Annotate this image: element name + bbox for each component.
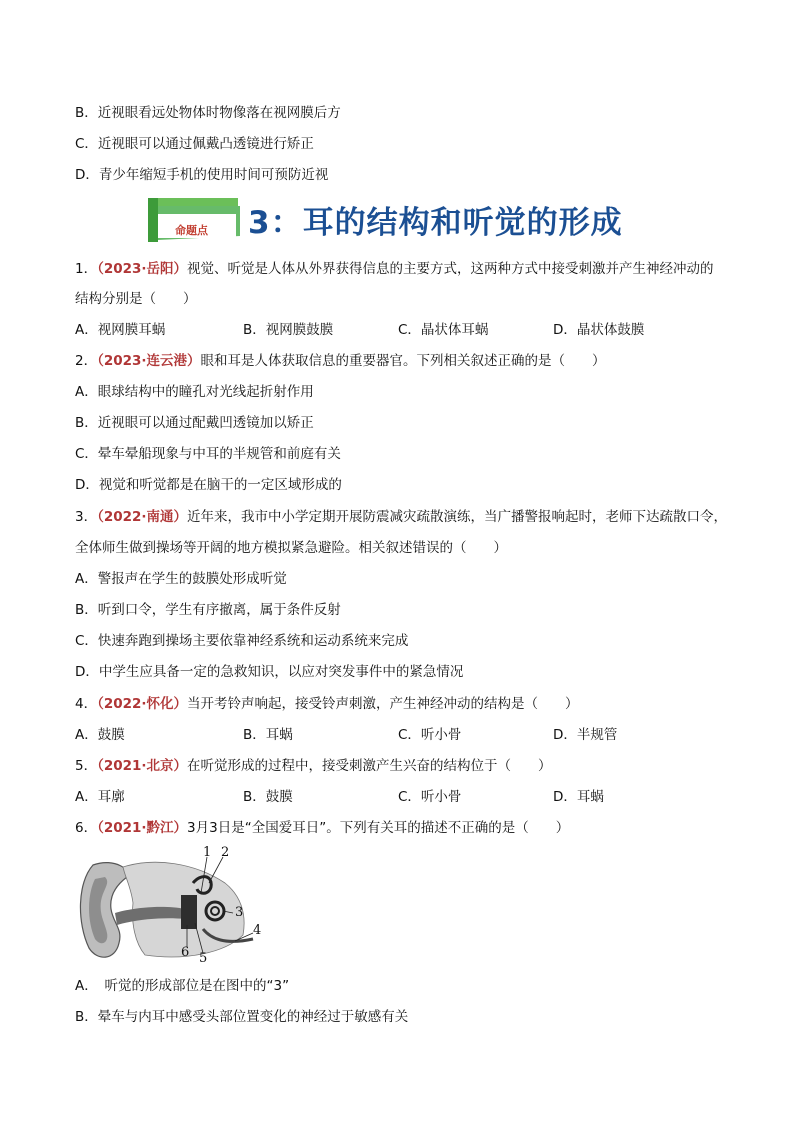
middle-ear [181, 895, 197, 929]
question-number: 1． [75, 261, 98, 277]
question-number: 4． [75, 696, 98, 712]
question-1-stem-cont: 结构分别是（ ） [75, 291, 197, 307]
label-3: 3 [235, 905, 244, 920]
label-1: 1 [203, 845, 212, 860]
question-number: 6． [75, 820, 98, 836]
question-3-option-a: A．警报声在学生的鼓膜处形成听觉 [75, 571, 287, 587]
question-source: （2023·岳阳） [97, 261, 188, 277]
option-d: D．半规管 [553, 727, 618, 743]
question-text: 近年来，我市中小学定期开展防震减灾疏散演练，当广播警报响起时，老师下达疏散口令， [187, 509, 728, 525]
banner-green-bar [148, 198, 158, 242]
question-3-stem-cont: 全体师生做到操场等开阔的地方模拟紧急避险。相关叙述错误的（ ） [75, 540, 507, 556]
option-a: A．鼓膜 [75, 727, 125, 743]
question-text: 眼和耳是人体获取信息的重要器官。下列相关叙述正确的是（ ） [200, 353, 606, 369]
section-title: 3：耳的结构和听觉的形成 [248, 205, 623, 241]
question-text: 视觉、听觉是人体从外界获得信息的主要方式，这两种方式中接受刺激并产生神经冲动的 [187, 261, 714, 277]
question-number: 2． [75, 353, 98, 369]
question-3-option-c: C．快速奔跑到操场主要依靠神经系统和运动系统来完成 [75, 633, 409, 649]
question-text: 3月3日是“全国爱耳日”。下列有关耳的描述不正确的是（ ） [187, 820, 570, 836]
question-source: （2021·黔江） [97, 820, 188, 836]
label-2: 2 [221, 845, 230, 860]
question-6-option-a: A． 听觉的形成部位是在图中的“3” [75, 978, 290, 994]
label-4: 4 [253, 923, 262, 938]
question-5-stem [75, 757, 734, 775]
question-source: （2023·连云港） [97, 353, 201, 369]
outer-ear [80, 863, 128, 958]
question-3-option-d: D．中学生应具备一定的急救知识，以应对突发事件中的紧急情况 [75, 664, 464, 680]
question-6-stem [75, 819, 734, 837]
option-c-prev: C．近视眼可以通过佩戴凸透镜进行矫正 [75, 136, 314, 152]
question-2-option-a: A．眼球结构中的瞳孔对光线起折射作用 [75, 384, 314, 400]
question-source: （2022·南通） [97, 509, 188, 525]
option-b: B．视网膜鼓膜 [243, 322, 334, 338]
question-2-option-c: C．晕车晕船现象与中耳的半规管和前庭有关 [75, 446, 341, 462]
question-number: 5． [75, 758, 98, 774]
option-b: B．耳蜗 [243, 727, 293, 743]
label-5: 5 [199, 951, 208, 966]
label-6: 6 [181, 945, 190, 960]
question-source: （2022·怀化） [97, 696, 188, 712]
option-d-prev: D．青少年缩短手机的使用时间可预防近视 [75, 167, 329, 183]
option-b: B．鼓膜 [243, 789, 293, 805]
option-c: C．听小骨 [398, 789, 462, 805]
question-source: （2021·北京） [97, 758, 188, 774]
option-b-prev: B．近视眼看远处物体时物像落在视网膜后方 [75, 105, 341, 121]
question-number: 3． [75, 509, 98, 525]
question-1-stem [75, 260, 734, 278]
question-4-stem [75, 695, 734, 713]
option-c: C．听小骨 [398, 727, 462, 743]
question-2-option-b: B．近视眼可以通过配戴凹透镜加以矫正 [75, 415, 314, 431]
question-6-option-b: B．晕车与内耳中感受头部位置变化的神经过于敏感有关 [75, 1009, 409, 1025]
question-3-option-b: B．听到口令，学生有序撤离，属于条件反射 [75, 602, 341, 618]
question-2-stem [75, 352, 734, 370]
option-d: D．晶状体鼓膜 [553, 322, 645, 338]
question-text: 在听觉形成的过程中，接受刺激产生兴奋的结构位于（ ） [187, 758, 552, 774]
option-a: A．耳廓 [75, 789, 125, 805]
question-3-stem [75, 508, 734, 526]
question-text: 当开考铃声响起，接受铃声刺激，产生神经冲动的结构是（ ） [187, 696, 579, 712]
section-tag: 命题点 [175, 224, 208, 237]
option-d: D．耳蜗 [553, 789, 604, 805]
question-2-option-d: D．视觉和听觉都是在脑干的一定区域形成的 [75, 477, 342, 493]
option-a: A．视网膜耳蜗 [75, 322, 166, 338]
ear-diagram [75, 843, 265, 968]
option-c: C．晶状体耳蜗 [398, 322, 489, 338]
